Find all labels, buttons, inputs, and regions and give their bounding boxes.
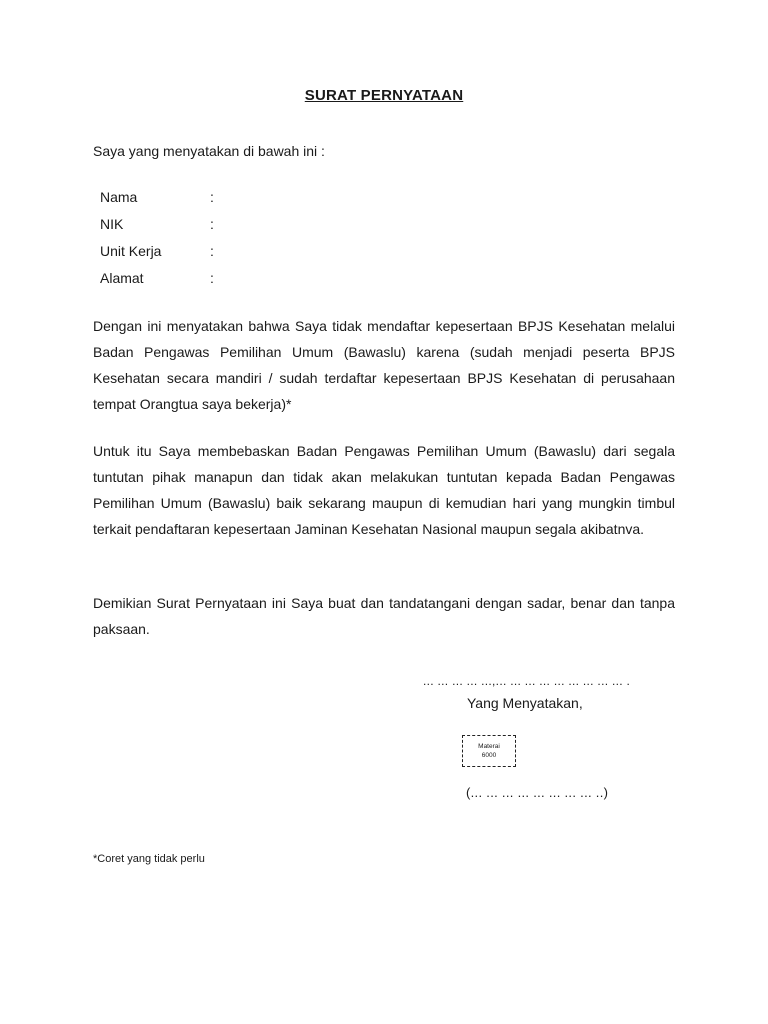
document-title: SURAT PERNYATAAN	[304, 87, 464, 104]
stamp-value: 6000	[481, 752, 497, 759]
place-date-line: ... ... ... ... ...,... ... ... ... ... ... ... ... ... .	[423, 674, 631, 688]
intro-text: Saya yang menyatakan di bawah ini :	[93, 143, 325, 159]
field-colon-nama: :	[210, 189, 214, 205]
closing-text: Yang Menyatakan,	[467, 695, 583, 711]
field-colon-alamat: :	[210, 270, 214, 286]
stamp-placeholder	[462, 735, 516, 767]
field-colon-nik: :	[210, 216, 214, 232]
field-colon-unit-kerja: :	[210, 243, 214, 259]
stamp-label: Materai	[478, 743, 500, 750]
paragraph-release: Untuk itu Saya membebaskan Badan Pengawas Pemilihan Umum (Bawaslu) dari segala tuntutan pihak manapun dan tidak akan melakukan tuntutan kepada Badan Pengawas Pemilihan Umum (Bawaslu) baik sekarang maupun di kemudian hari yang mungkin timbul terkait pendaftaran kepesertaan Jaminan Kesehatan Nasional maupun segala akibatnva.	[93, 443, 675, 537]
field-label-nama: Nama	[100, 189, 138, 205]
signature-line: (... ... ... ... ... ... ... ... ..)	[466, 785, 609, 800]
field-label-alamat: Alamat	[100, 270, 144, 286]
footnote: *Coret yang tidak perlu	[93, 853, 205, 865]
field-label-nik: NIK	[100, 216, 124, 232]
field-label-unit-kerja: Unit Kerja	[100, 243, 162, 259]
paragraph-statement: Dengan ini menyatakan bahwa Saya tidak mendaftar kepesertaan BPJS Kesehatan melalui Badan Pengawas Pemilihan Umum (Bawaslu) karena (sudah menjadi peserta BPJS Kesehatan secara mandiri / sudah terdaftar kepesertaan BPJS Kesehatan di perusahaan tempat Orangtua saya bekerja)*	[93, 318, 675, 412]
paragraph-closing: Demikian Surat Pernyataan ini Saya buat dan tandatangani dengan sadar, benar dan tanpa paksaan.	[93, 595, 675, 637]
